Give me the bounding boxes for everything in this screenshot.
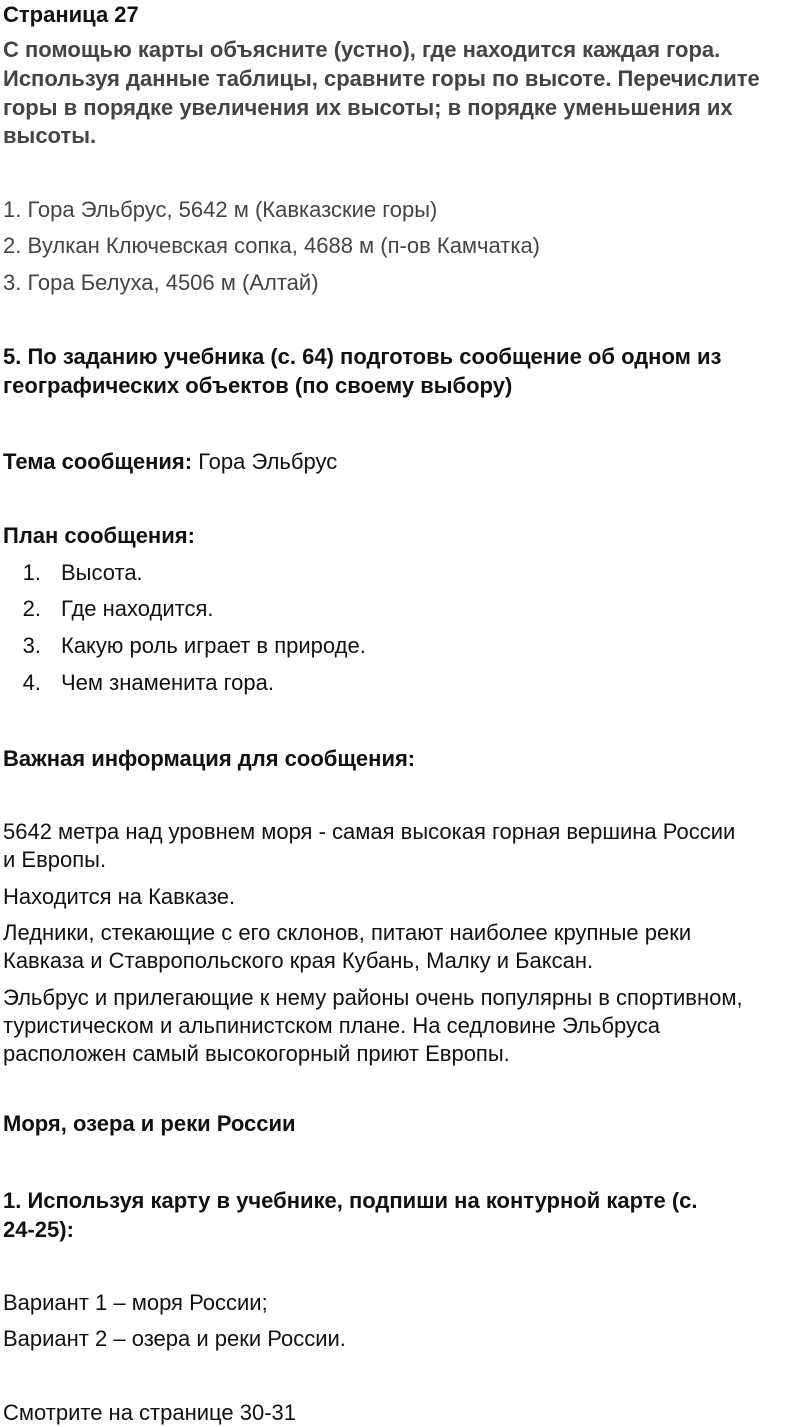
info-paragraph-3-line-2: Кавказа и Ставропольского края Кубань, Малку и Баксан. [3, 948, 594, 973]
info-paragraph-2: Находится на Кавказе. [3, 884, 236, 909]
info-paragraph-1-line-1: 5642 метра над уровнем моря - самая высокая горная вершина России [3, 819, 736, 844]
plan-item-number: 3. [22, 633, 41, 658]
task-instruction-line-2: Используя данные таблицы, сравните горы по высоте. Перечислите [3, 66, 760, 91]
plan-item-text: Какую роль играет в природе. [61, 633, 366, 658]
mountain-item-1: 1. Гора Эльбрус, 5642 м (Кавказские горы) [3, 197, 438, 222]
info-paragraph-4-line-3: расположен самый высокогорный приют Европы. [3, 1041, 510, 1066]
plan-heading: План сообщения: [3, 523, 195, 548]
info-paragraph-3-line-1: Ледники, стекающие с его склонов, питают наиболее крупные реки [3, 920, 692, 945]
plan-item-text: Высота. [61, 560, 143, 585]
variant-1: Вариант 1 – моря России; [3, 1290, 268, 1315]
task-instruction-line-3: горы в порядке увеличения их высоты; в порядке уменьшения их [3, 95, 733, 120]
task1-heading-line-2: 24-25): [3, 1217, 74, 1242]
variant-2: Вариант 2 – озера и реки России. [3, 1326, 346, 1351]
section-title: Моря, озера и реки России [3, 1111, 296, 1136]
mountain-item-3: 3. Гора Белуха, 4506 м (Алтай) [3, 270, 319, 295]
message-topic [3, 447, 337, 476]
task5-heading-line-2: географических объектов (по своему выбору) [3, 373, 513, 398]
info-paragraph-4-line-2: туристическом и альпинистском плане. На седловине Эльбруса [3, 1013, 660, 1038]
plan-item-text: Где находится. [61, 596, 214, 621]
mountain-item-2: 2. Вулкан Ключевская сопка, 4688 м (п-ов Камчатка) [3, 233, 541, 258]
plan-item-number: 1. [22, 560, 41, 585]
page-title: Страница 27 [3, 2, 139, 27]
task-instruction-line-1: С помощью карты объясните (устно), где находится каждая гора. [3, 37, 721, 62]
info-paragraph-4-line-1: Эльбрус и прилегающие к нему районы очень популярны в спортивном, [3, 985, 743, 1010]
plan-item-text: Чем знаменита гора. [61, 670, 274, 695]
plan-item-number: 4. [22, 670, 41, 695]
task-instruction-line-4: высоты. [3, 123, 97, 148]
info-paragraph-1-line-2: и Европы. [3, 847, 107, 872]
important-info-heading: Важная информация для сообщения: [3, 746, 416, 771]
task1-heading-line-1: 1. Используя карту в учебнике, подпиши на контурной карте (с. [3, 1188, 698, 1213]
message-topic-value: Гора Эльбрус [192, 449, 338, 474]
task5-heading-line-1: 5. По заданию учебника (с. 64) подготовь сообщение об одном из [3, 344, 722, 369]
see-pages-note: Смотрите на странице 30-31 [3, 1400, 296, 1425]
plan-item-number: 2. [22, 596, 41, 621]
message-topic-label: Тема сообщения: [3, 449, 193, 474]
